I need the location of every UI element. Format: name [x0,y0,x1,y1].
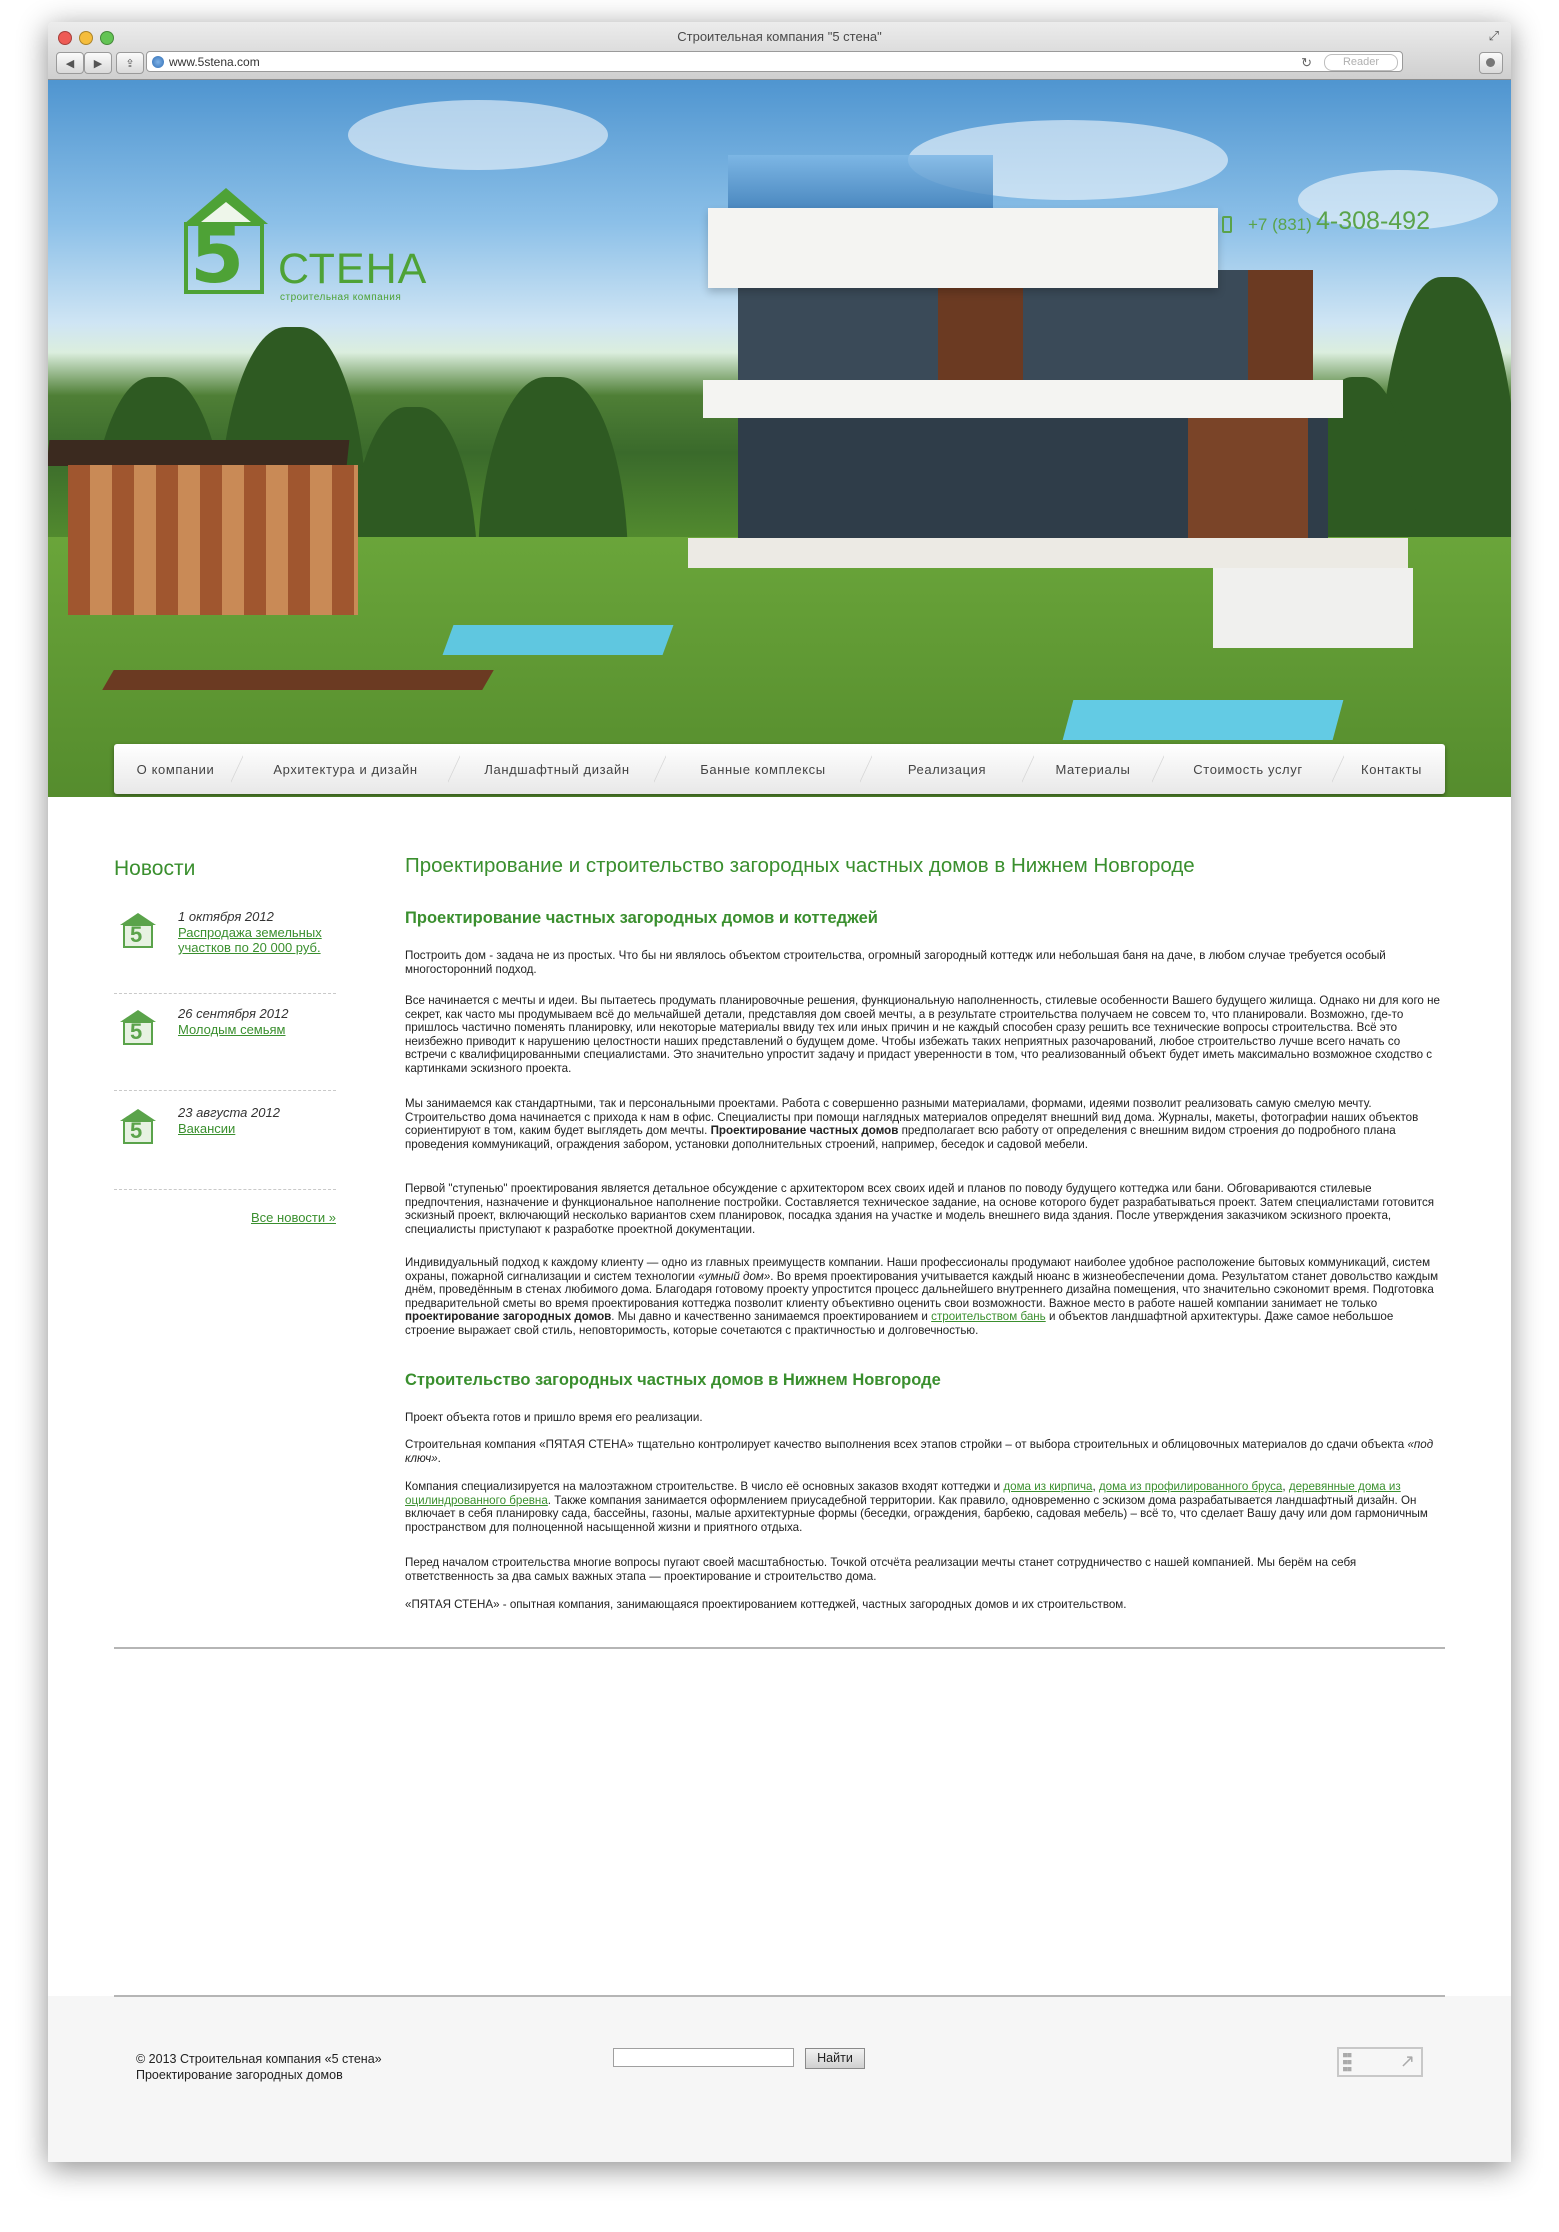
reload-icon[interactable]: ↻ [1301,55,1312,70]
nav-item-bath-complexes[interactable]: Банные комплексы [660,744,866,794]
nav-item-materials[interactable]: Материалы [1028,744,1158,794]
search-input[interactable] [613,2048,794,2067]
paragraph: Индивидуальный подход к каждому клиенту — одно из главных преимуществ компании. Наши профессионалы продумают наиболее удобное расположение бытовых коммуникаций, систем охраны, пожарной сигнализации и систем технологии «умный дом». Во время проектирования учитывается каждый нюанс в жизнеобеспечении дома. Результатом станет довольство каждым днём, проведённым в стенах любимого дома. Благодаря готовому проекту упростится процесс дальнейшего внутреннего дизайна помещения, что значительно сэкономит время. Подготовка предварительной сметы во время проектирования коттеджа позволит клиенту объективно оценить свои возможности. Важное место в работе нашей компании занимает не только проектирование загородных домов. Мы давно и качественно занимаемся проектированием и строительством бань и объектов ландшафтной архитектуры. Даже самое небольшое строение выражает свой стиль, неповторимость, которые сочетаются с практичностью и долговечностью. [405,1256,1439,1337]
news-house-icon: 5 [120,913,156,947]
nav-item-realization[interactable]: Реализация [866,744,1028,794]
house-wood-panel [1248,270,1313,380]
paragraph: Все начинается с мечты и идеи. Вы пытаетесь продумать планировочные решения, функциональную наполненность, стилевые особенности Вашего будущего жилища. Однако ни для кого не секрет, как часто мы продумываем всё до мельчайшей детали, представляя дом своей мечты, а в результате строительства получаем не совсем то, что планировали. Возможно, где-то пришлось частично поменять планировку, или некоторые материалы ввиду тех или иных причин и не каждый способен сразу решить все технические вопросы строительства. Всё это неизбежно приводит к нарушению целостности наших представлений о будущем доме. Чтобы избежать таких неприятных разочарований, любое строительство лучше всего начать со встречи с квалифицированными специалистами. Это значительно упростит задачу и придаст уверенности в том, что реализованный объект будет иметь максимально возможное сходство с картинками эскизного проекта. [405,994,1440,1075]
company-logo[interactable] [178,188,448,318]
paragraph: Проект объекта готов и пришло время его реализации. [405,1411,703,1424]
house-top-slab [708,208,1218,288]
nav-item-about[interactable]: О компании [136,761,215,777]
paragraph: «ПЯТАЯ СТЕНА» - опытная компания, занимающаяся проектированием коттеджей, частных загородных домов и их строительством. [405,1598,1127,1611]
footer-tagline: Проектирование загородных домов [136,2068,343,2082]
footer-copyright: © 2013 Строительная компания «5 стена» [136,2052,382,2066]
logo-digit: 5 [190,211,245,301]
deck [102,670,494,690]
news-date: 23 августа 2012 [178,1105,280,1120]
address-bar[interactable] [146,51,1403,72]
log-houses-link[interactable]: деревянные дома из оцилиндрованного бревна [405,1480,1401,1507]
pool [1063,700,1344,740]
timber-houses-link[interactable]: дома из профилированного бруса [1098,1480,1283,1493]
mobile-phone-icon [1222,216,1232,233]
paragraph: Строительная компания «ПЯТАЯ СТЕНА» тщательно контролирует качество выполнения всех этапов стройки – от выбора строительных и облицовочных материалов до сдачи объекта «под ключ». [405,1438,1434,1465]
paragraph: Мы занимаемся как стандартными, так и персональными проектами. Работа с совершенно разными материалами, формами, идеями позволит реализовать самую смелую мечту. Строительство дома начинается с прихода к нам в офис. Специалисты при помощи наглядных материалов определят внешний вид дома. Журналы, макеты, фотографии наших объектов сориентируют в том, каким будет выглядеть дом мечты. Проектирование частных домов предполагает всю работу от определения с внешним видом строения до подробного плана проведения коммуникаций, ограждения забором, установки дополнительных строений, например, беседок и садовой мебели. [405,1097,1419,1151]
logo-subtitle: строительная компания [280,292,402,303]
news-link[interactable]: Распродажа земельных участков по 20 000 руб. [178,925,322,955]
share-button[interactable]: ⇪ [116,52,144,74]
window-title: Строительная компания "5 стена" [677,29,882,44]
pool-wall [1213,568,1413,648]
paragraph: Компания специализируется на малоэтажном строительстве. В число её основных заказов входят коттеджи и дома из кирпича, дома из профилированного бруса, деревянные дома из оцилиндрованного бревна. Также компания занимается оформлением приусадебной территории. Как правило, одновременно с эскизом дома разрабатывается ландшафтный дизайн. Он включает в себя планировку сада, бассейны, газоны, малые архитектурные формы (беседки, ограждения, барбекю, садовая мебель) – всё то, что сделает Вашу дачу или дом гармоничным пространством для полноценной насыщенной жизни и приятного отдыха. [405,1480,1428,1534]
brick-houses-link[interactable]: дома из кирпича [1003,1480,1093,1493]
paragraph: Построить дом - задача не из простых. Что бы ни являлось объектом строительства, огромный загородный коттедж или небольшая баня на даче, в любом случае требуется особый многосторонний подход. [405,949,1386,976]
house-base [688,538,1408,568]
pavilion [68,465,358,615]
phone-prefix: +7 (831) [1248,215,1312,234]
house-glass-rail [728,155,993,210]
logo-brand: СТЕНА [278,245,428,293]
all-news-link[interactable]: Все новости » [251,1210,336,1225]
fullscreen-icon[interactable]: ⤢ [1488,28,1499,43]
house-middle-floor [738,270,1308,395]
hero-banner [48,80,1511,797]
divider [114,1995,1445,1997]
page-title: Проектирование и строительство загородных частных домов в Нижнем Новгороде [405,854,1195,877]
browser-titlebar [48,22,1511,80]
news-link[interactable]: Молодым семьям [178,1022,286,1037]
forward-button[interactable]: ▶ [84,52,112,74]
browser-window [48,22,1511,2162]
news-item [114,1093,336,1190]
nav-item-contacts[interactable]: Контакты [1338,744,1445,794]
pool [443,625,674,655]
paragraph: Перед началом строительства многие вопросы пугают своей масштабностью. Точкой отсчёта реализации мечты станет сотрудничество с нашей компанией. Мы берём на себя ответственность за два самых важных этапа — проектирование и строительство дома. [405,1556,1357,1583]
globe-icon [152,56,164,68]
house-wood-panel [938,270,1023,395]
bath-construction-link[interactable]: строительством бань [931,1310,1046,1323]
paragraph: Первой "ступенью" проектирования является детальное обсуждение с архитектором всех своих идей и планов по поводу будущего коттеджа или бани. Обговариваются стилевые предпочтения, назначение и функциональное наполнение постройки. Составляется техническое задание, на основе которого будет разрабатываться проект. Затем специалистами готовится эскизный проект, включающий несколько вариантов схем планировок, посадка здания на участке и модель внешнего вида здания. После утверждения заказчиком эскизного проекта, специалисты приступают к разработке проектной документации. [405,1182,1435,1236]
news-item [114,994,336,1091]
arrow-icon: ↗ [1399,2051,1415,2071]
news-link[interactable]: Вакансии [178,1121,236,1136]
downloads-button[interactable] [1479,52,1503,74]
house-wood-panel [1188,418,1308,548]
address-url: www.5stena.com [169,55,260,69]
nav-item-pricing[interactable]: Стоимость услуг [1158,744,1338,794]
phone-number: 4-308-492 [1316,207,1430,235]
news-date: 1 октября 2012 [178,909,274,924]
section-heading-build: Строительство загородных частных домов в Нижнем Новгороде [405,1371,941,1389]
cloud [348,100,608,170]
back-button[interactable]: ◀ [56,52,84,74]
news-house-icon: 5 [120,1010,156,1044]
nav-item-architecture[interactable]: Архитектура и дизайн [237,744,454,794]
developer-logo[interactable]: ■■ ■■ ■■ ↗ [1337,2047,1423,2077]
page-content [48,797,1511,2162]
nav-item-landscape[interactable]: Ландшафтный дизайн [454,744,660,794]
news-item [114,897,336,994]
search-button[interactable]: Найти [805,2048,865,2069]
divider [114,1647,1445,1649]
house-slab [703,380,1343,418]
news-house-icon: 5 [120,1109,156,1143]
section-heading-design: Проектирование частных загородных домов и коттеджей [405,909,878,927]
news-heading: Новости [114,857,196,880]
pavilion-roof [48,440,349,466]
main-nav [114,744,1445,794]
news-date: 26 сентября 2012 [178,1006,289,1021]
reader-button[interactable]: Reader [1324,54,1398,71]
